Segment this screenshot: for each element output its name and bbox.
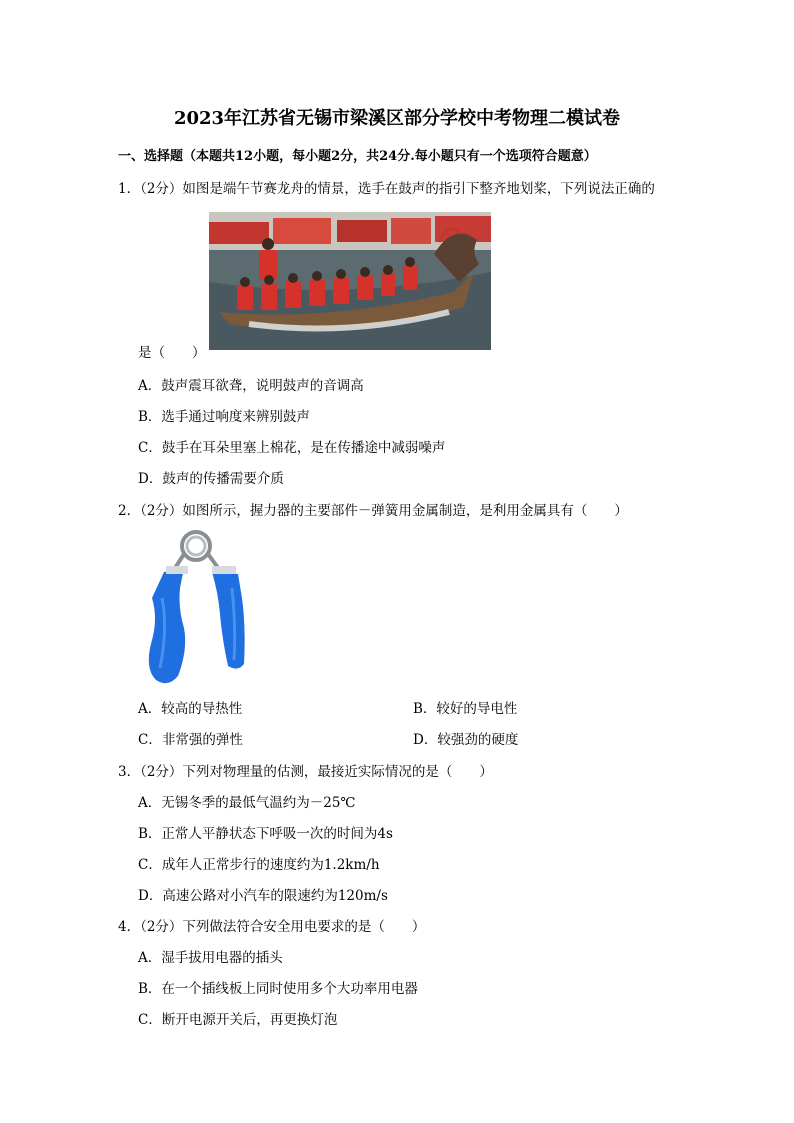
q4-option-b: B．在一个插线板上同时使用多个大功率用电器 [138, 981, 418, 997]
hand-gripper-image [138, 528, 250, 688]
q3-option-d: D．高速公路对小汽车的限速约为120m/s [138, 888, 388, 904]
q1-stem: 1．（2分）如图是端午节赛龙舟的情景，选手在鼓声的指引下整齐地划桨，下列说法正确的 [118, 181, 655, 197]
section-heading: 一、选择题（本题共12小题，每小题2分，共24分.每小题只有一个选项符合题意） [118, 149, 597, 164]
q4-stem: 4．（2分）下列做法符合安全用电要求的是（ ） [118, 919, 426, 935]
q3-option-a: A．无锡冬季的最低气温约为－25℃ [138, 795, 356, 811]
q2-option-b: B．较好的导电性 [413, 701, 518, 717]
q3-option-b: B．正常人平静状态下呼吸一次的时间为4s [138, 826, 393, 842]
dragon-boat-illustration [209, 212, 491, 350]
q1-option-b: B．选手通过响度来辨别鼓声 [138, 409, 310, 425]
exam-title: 2023年江苏省无锡市梁溪区部分学校中考物理二模试卷 [173, 108, 621, 129]
q2-stem: 2．（2分）如图所示，握力器的主要部件－弹簧用金属制造，是利用金属具有（ ） [118, 503, 628, 519]
q1-option-d: D．鼓声的传播需要介质 [138, 471, 284, 487]
q4-option-c: C．断开电源开关后，再更换灯泡 [138, 1012, 338, 1028]
q2-option-c: C．非常强的弹性 [138, 732, 243, 748]
q1-option-c: C．鼓手在耳朵里塞上棉花，是在传播途中减弱噪声 [138, 440, 446, 456]
q1-stem-end: 是（ ） [138, 345, 206, 361]
q2-option-d: D．较强劲的硬度 [413, 732, 519, 748]
q2-option-a: A．较高的导热性 [138, 701, 243, 717]
q4-option-a: A．湿手拔用电器的插头 [138, 950, 283, 966]
q3-option-c: C．成年人正常步行的速度约为1.2km/h [138, 857, 380, 873]
q3-stem: 3．（2分）下列对物理量的估测，最接近实际情况的是（ ） [118, 764, 493, 780]
hand-gripper-illustration [138, 528, 250, 688]
dragon-boat-image [209, 212, 491, 350]
q1-option-a: A．鼓声震耳欲聋，说明鼓声的音调高 [138, 378, 364, 394]
